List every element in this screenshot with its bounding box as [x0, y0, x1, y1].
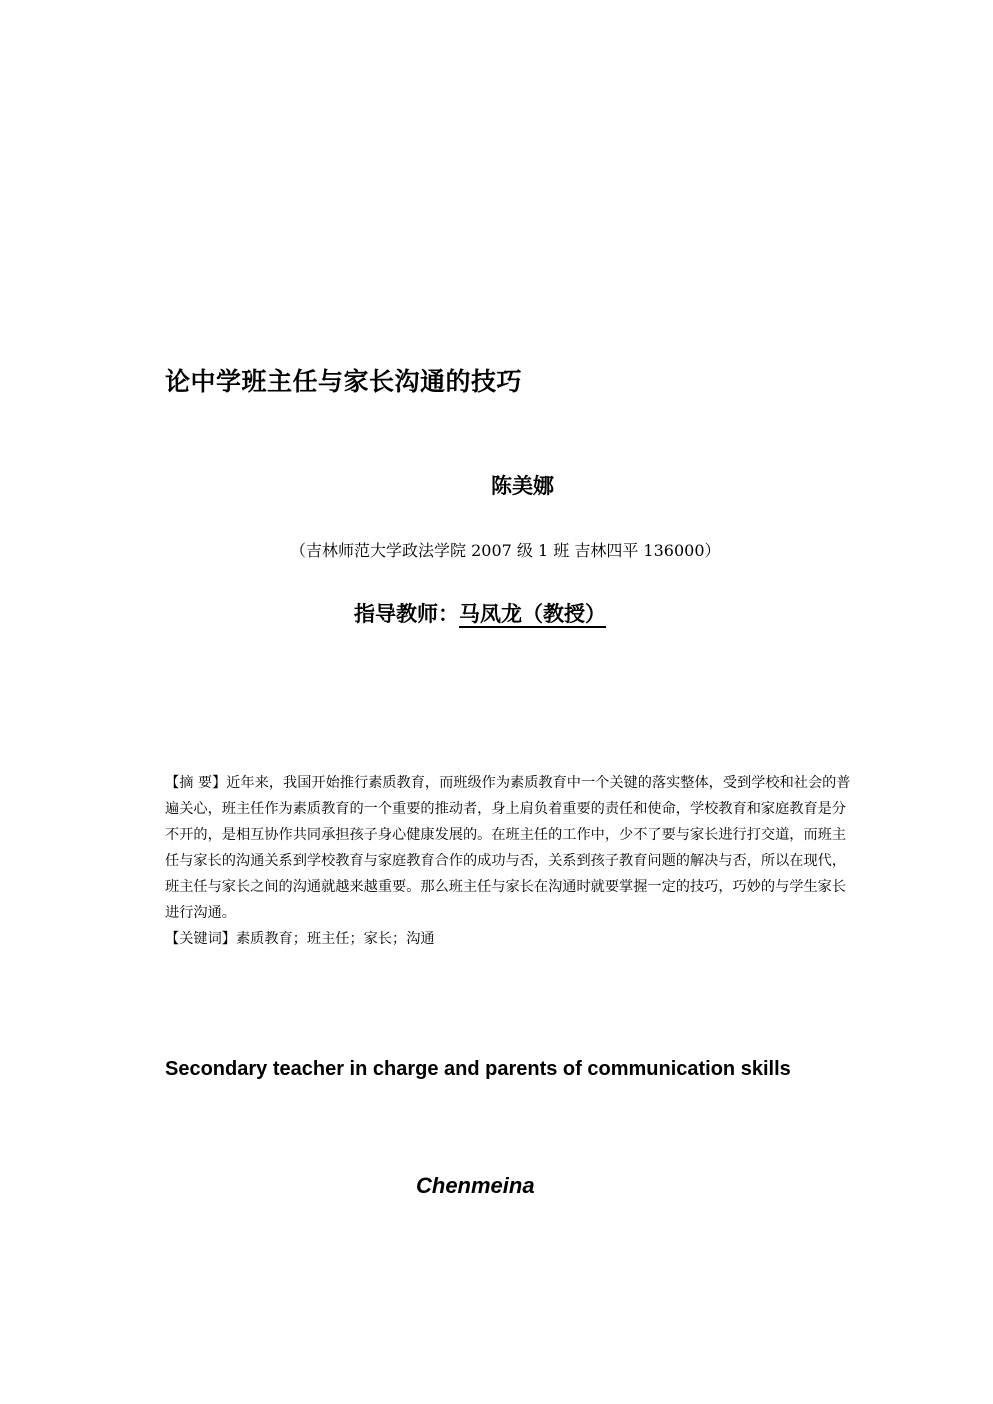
abstract-paragraph — [165, 770, 860, 926]
author-name: 陈美娜 — [491, 473, 554, 498]
paper-title: 论中学班主任与家长沟通的技巧 — [165, 367, 523, 396]
advisor-line — [354, 598, 606, 628]
english-title: Secondary teacher in charge and parents of communication skills — [165, 1058, 791, 1080]
keywords-line — [165, 926, 860, 952]
keywords-text: 素质教育；班主任；家长；沟通 — [235, 931, 435, 947]
keywords-label: 【关键词】 — [165, 931, 236, 947]
abstract-text: 近年来，我国开始推行素质教育，而班级作为素质教育中一个关键的落实整体，受到学校和社会的普遍关心，班主任作为素质教育的一个重要的推动者，身上肩负着重要的责任和使命，学校教育和家庭教育是分不开的，是相互协作共同承担孩子身心健康发展的。在班主任的工作中，少不了要与家长进行打交道，而班主任与家长的沟通关系到学校教育与家庭教育合作的成功与否，关系到孩子教育问题的解决与否，所以在现代，班主任与家长之间的沟通就越来越重要。那么班主任与家长在沟通时就要掌握一定的技巧，巧妙的与学生家长进行沟通。 — [165, 775, 851, 921]
advisor-name: 马凤龙（教授） — [459, 601, 606, 626]
advisor-label: 指导教师： — [354, 601, 459, 626]
abstract-label: 【摘 要】 — [165, 775, 227, 791]
author-affiliation: （吉林师范大学政法学院 2007 级 1 班 吉林四平 136000） — [290, 541, 721, 560]
abstract-block — [165, 770, 860, 952]
english-author: Chenmeina — [416, 1173, 535, 1198]
